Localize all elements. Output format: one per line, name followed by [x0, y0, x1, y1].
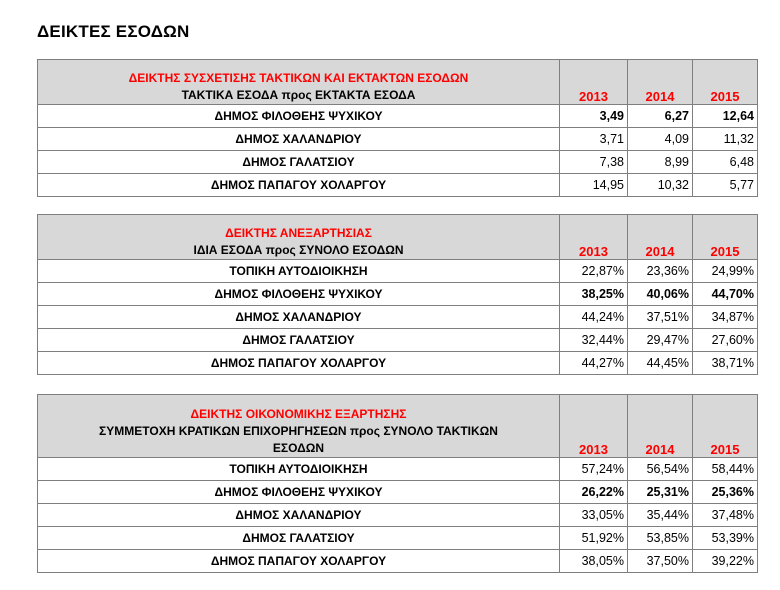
- row-value: 8,99: [628, 151, 693, 174]
- row-value: 40,06%: [628, 283, 693, 306]
- row-name: ΔΗΜΟΣ ΠΑΠΑΓΟΥ ΧΟΛΑΡΓΟΥ: [38, 352, 560, 375]
- row-value: 51,92%: [560, 527, 628, 550]
- row-value: 5,77: [693, 174, 758, 197]
- row-name: ΔΗΜΟΣ ΠΑΠΑΓΟΥ ΧΟΛΑΡΓΟΥ: [38, 550, 560, 573]
- row-value: 34,87%: [693, 306, 758, 329]
- table-header-cell: [38, 215, 560, 260]
- row-name: ΔΗΜΟΣ ΧΑΛΑΝΔΡΙΟΥ: [38, 504, 560, 527]
- row-value: 32,44%: [560, 329, 628, 352]
- row-value: 27,60%: [693, 329, 758, 352]
- row-value: 12,64: [693, 105, 758, 128]
- table-row: [38, 283, 758, 306]
- table-row: [38, 352, 758, 375]
- row-name: ΔΗΜΟΣ ΦΙΛΟΘΕΗΣ ΨΥΧΙΚΟΥ: [38, 105, 560, 128]
- row-name: ΔΗΜΟΣ ΧΑΛΑΝΔΡΙΟΥ: [38, 128, 560, 151]
- row-value: 53,85%: [628, 527, 693, 550]
- indicator-table-financial-dependence: [37, 394, 758, 573]
- row-name: ΔΗΜΟΣ ΠΑΠΑΓΟΥ ΧΟΛΑΡΓΟΥ: [38, 174, 560, 197]
- row-value: 22,87%: [560, 260, 628, 283]
- year-header: 2015: [693, 215, 758, 260]
- row-value: 11,32: [693, 128, 758, 151]
- row-name: ΔΗΜΟΣ ΓΑΛΑΤΣΙΟΥ: [38, 527, 560, 550]
- row-value: 24,99%: [693, 260, 758, 283]
- row-name: ΔΗΜΟΣ ΧΑΛΑΝΔΡΙΟΥ: [38, 306, 560, 329]
- row-value: 10,32: [628, 174, 693, 197]
- row-value: 25,31%: [628, 481, 693, 504]
- row-value: 37,48%: [693, 504, 758, 527]
- table-row: [38, 527, 758, 550]
- year-header: 2014: [628, 215, 693, 260]
- indicator-table-independence: [37, 214, 758, 375]
- table-row: [38, 458, 758, 481]
- year-header: 2014: [628, 60, 693, 105]
- year-header: 2014: [628, 395, 693, 458]
- table-row: [38, 306, 758, 329]
- row-value: 33,05%: [560, 504, 628, 527]
- row-value: 39,22%: [693, 550, 758, 573]
- table-subtitle-line2: ΕΣΟΔΩΝ: [272, 441, 325, 455]
- table-subtitle: ΤΑΚΤΙΚΑ ΕΣΟΔΑ προς ΕΚΤΑΚΤΑ ΕΣΟΔΑ: [181, 88, 416, 102]
- row-value: 38,05%: [560, 550, 628, 573]
- table-title: ΔΕΙΚΤΗΣ ΣΥΣΧΕΤΙΣΗΣ ΤΑΚΤΙΚΩΝ ΚΑΙ ΕΚΤΑΚΤΩΝ ΕΣΟΔΩΝ: [128, 71, 469, 85]
- table-subtitle: ΙΔΙΑ ΕΣΟΔΑ προς ΣΥΝΟΛΟ ΕΣΟΔΩΝ: [193, 243, 404, 257]
- row-value: 3,49: [560, 105, 628, 128]
- table-header-row: [38, 395, 758, 458]
- row-value: 23,36%: [628, 260, 693, 283]
- row-name: ΤΟΠΙΚΗ ΑΥΤΟΔΙΟΙΚΗΣΗ: [38, 260, 560, 283]
- row-value: 38,25%: [560, 283, 628, 306]
- row-value: 14,95: [560, 174, 628, 197]
- row-value: 44,27%: [560, 352, 628, 375]
- row-value: 25,36%: [693, 481, 758, 504]
- table-header-row: [38, 60, 758, 105]
- row-name: ΔΗΜΟΣ ΦΙΛΟΘΕΗΣ ΨΥΧΙΚΟΥ: [38, 481, 560, 504]
- row-value: 7,38: [560, 151, 628, 174]
- year-header: 2013: [560, 215, 628, 260]
- year-header: 2015: [693, 60, 758, 105]
- row-value: 29,47%: [628, 329, 693, 352]
- row-value: 26,22%: [560, 481, 628, 504]
- table-row: [38, 481, 758, 504]
- table-row: [38, 550, 758, 573]
- row-name: ΔΗΜΟΣ ΓΑΛΑΤΣΙΟΥ: [38, 329, 560, 352]
- table-title: ΔΕΙΚΤΗΣ ΟΙΚΟΝΟΜΙΚΗΣ ΕΞΑΡΤΗΣΗΣ: [190, 407, 407, 421]
- row-value: 35,44%: [628, 504, 693, 527]
- row-value: 38,71%: [693, 352, 758, 375]
- indicator-table-income-correlation: [37, 59, 758, 197]
- page-title: ΔΕΙΚΤΕΣ ΕΣΟΔΩΝ: [37, 22, 190, 41]
- table-row: [38, 105, 758, 128]
- table-row: [38, 329, 758, 352]
- row-name: ΔΗΜΟΣ ΦΙΛΟΘΕΗΣ ΨΥΧΙΚΟΥ: [38, 283, 560, 306]
- year-header: 2013: [560, 60, 628, 105]
- row-value: 56,54%: [628, 458, 693, 481]
- table-row: [38, 504, 758, 527]
- row-value: 3,71: [560, 128, 628, 151]
- year-header: 2015: [693, 395, 758, 458]
- row-value: 37,51%: [628, 306, 693, 329]
- row-value: 37,50%: [628, 550, 693, 573]
- table-row: [38, 128, 758, 151]
- row-value: 53,39%: [693, 527, 758, 550]
- table-row: [38, 260, 758, 283]
- row-value: 6,27: [628, 105, 693, 128]
- table-row: [38, 151, 758, 174]
- table-row: [38, 174, 758, 197]
- table-title: ΔΕΙΚΤΗΣ ΑΝΕΞΑΡΤΗΣΙΑΣ: [225, 226, 372, 240]
- table-header-cell: [38, 60, 560, 105]
- row-value: 58,44%: [693, 458, 758, 481]
- table-subtitle: ΣΥΜΜΕΤΟΧΗ ΚΡΑΤΙΚΩΝ ΕΠΙΧΟΡΗΓΗΣΕΩΝ προς ΣΥΝΟΛΟ ΤΑΚΤΙΚΩΝ: [99, 424, 498, 438]
- row-value: 44,24%: [560, 306, 628, 329]
- year-header: 2013: [560, 395, 628, 458]
- row-value: 4,09: [628, 128, 693, 151]
- table-header-row: [38, 215, 758, 260]
- row-value: 44,70%: [693, 283, 758, 306]
- row-name: ΤΟΠΙΚΗ ΑΥΤΟΔΙΟΙΚΗΣΗ: [38, 458, 560, 481]
- row-value: 6,48: [693, 151, 758, 174]
- row-name: ΔΗΜΟΣ ΓΑΛΑΤΣΙΟΥ: [38, 151, 560, 174]
- table-header-cell: [38, 395, 560, 458]
- row-value: 44,45%: [628, 352, 693, 375]
- row-value: 57,24%: [560, 458, 628, 481]
